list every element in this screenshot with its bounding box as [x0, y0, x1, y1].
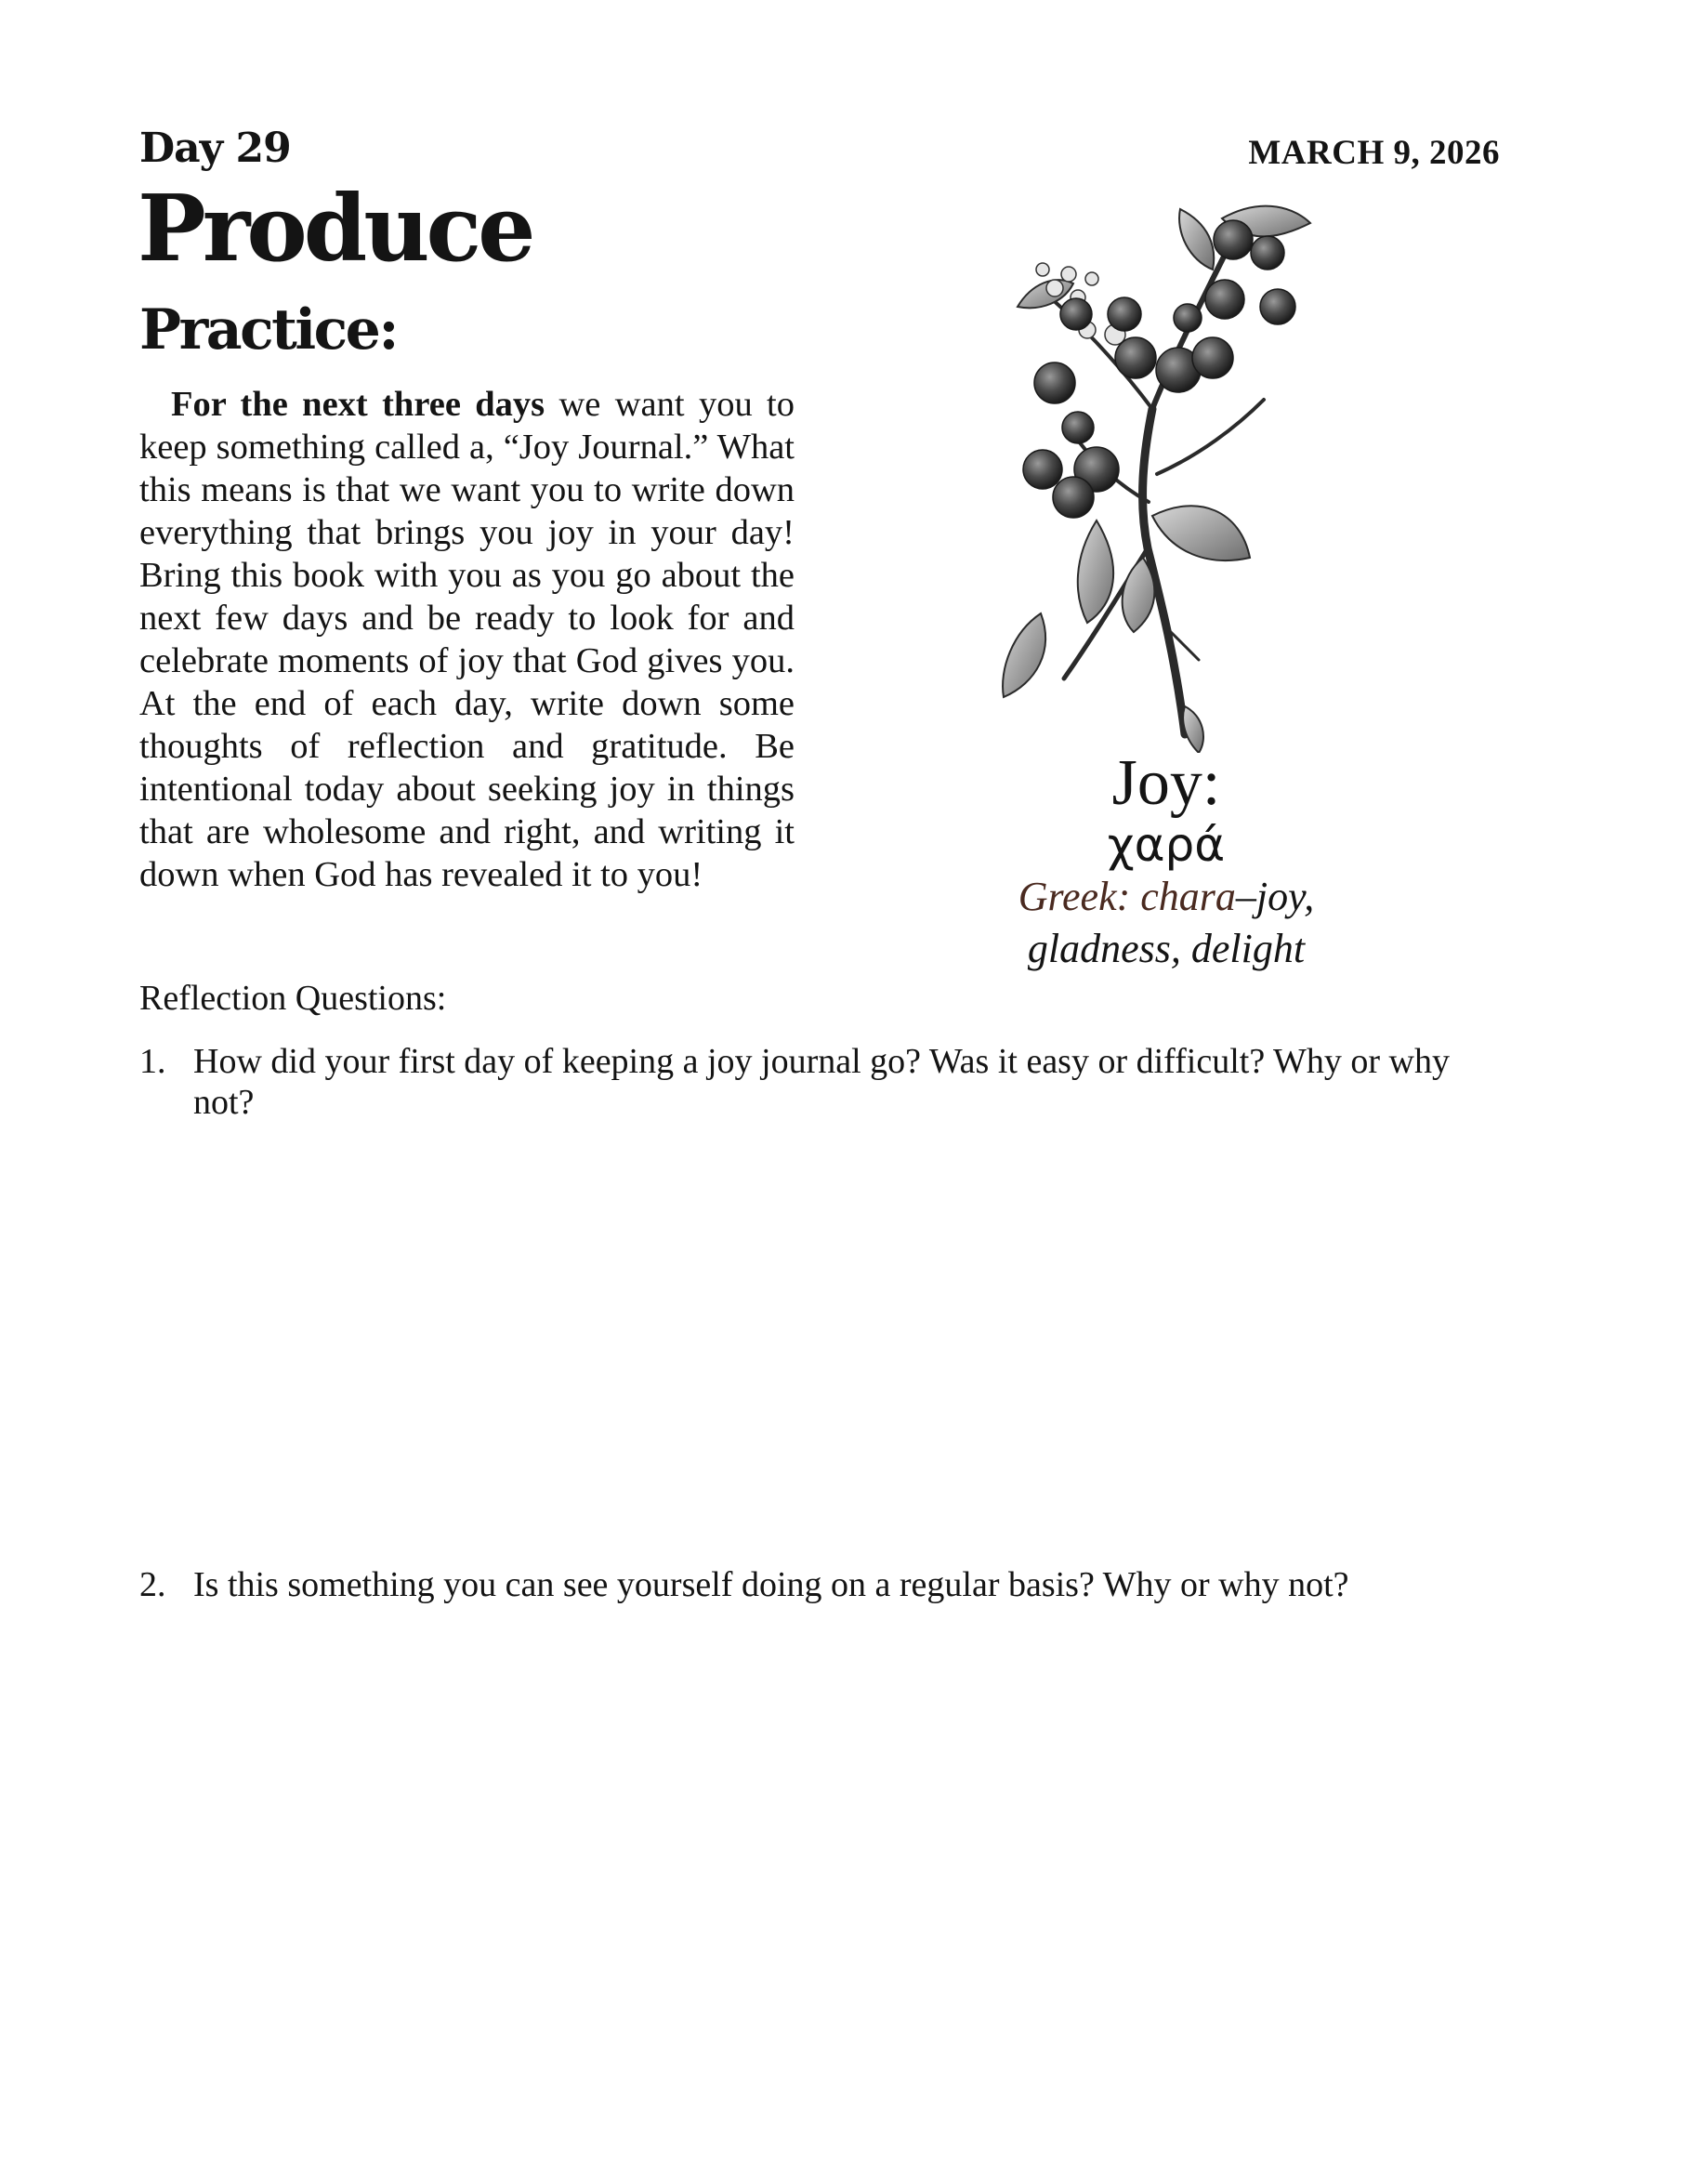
page-date: MARCH 9, 2026 — [1248, 134, 1500, 172]
word-study-term: Joy: — [1111, 747, 1221, 819]
practice-text: we want you to keep something called a, “Joy Journal.” What this means is that we want you to write down everything that brings you joy in your day! Bring this book with you as you go about the next few days and be ready to look for and celebrate moments of joy that God gives you. At the end of each day, write down some thoughts of reflection and gratitude. Be intentional today about seeking joy in things that are wholesome and right, and writing it down when God has revealed it to you! — [139, 385, 795, 894]
question-number: 1. — [139, 1042, 166, 1081]
reflection-label: Reflection Questions: — [139, 979, 447, 1018]
word-study-greek: χαρά — [1107, 818, 1226, 872]
word-study-definition — [962, 871, 1371, 975]
practice-heading: Practice: — [139, 297, 398, 362]
question-text: Is this something you can see yourself doing on a regular basis? Why or why not? — [193, 1565, 1349, 1604]
reflection-question-1 — [139, 1041, 1505, 1123]
question-number: 2. — [139, 1565, 166, 1604]
blueberry-branch-illustration — [985, 195, 1357, 753]
word-study — [962, 748, 1371, 975]
practice-paragraph — [139, 383, 795, 896]
definition-lead: Greek: chara — [1018, 874, 1236, 919]
reflection-question-2 — [139, 1564, 1505, 1605]
page-title: Produce — [138, 176, 532, 283]
day-label: Day 29 — [139, 125, 291, 172]
definition-rest: –joy, gladness, delight — [1027, 874, 1315, 971]
practice-lead: For the next three days — [171, 385, 545, 424]
question-text: How did your first day of keeping a joy journal go? Was it easy or difficult? Why or why not? — [193, 1042, 1450, 1122]
